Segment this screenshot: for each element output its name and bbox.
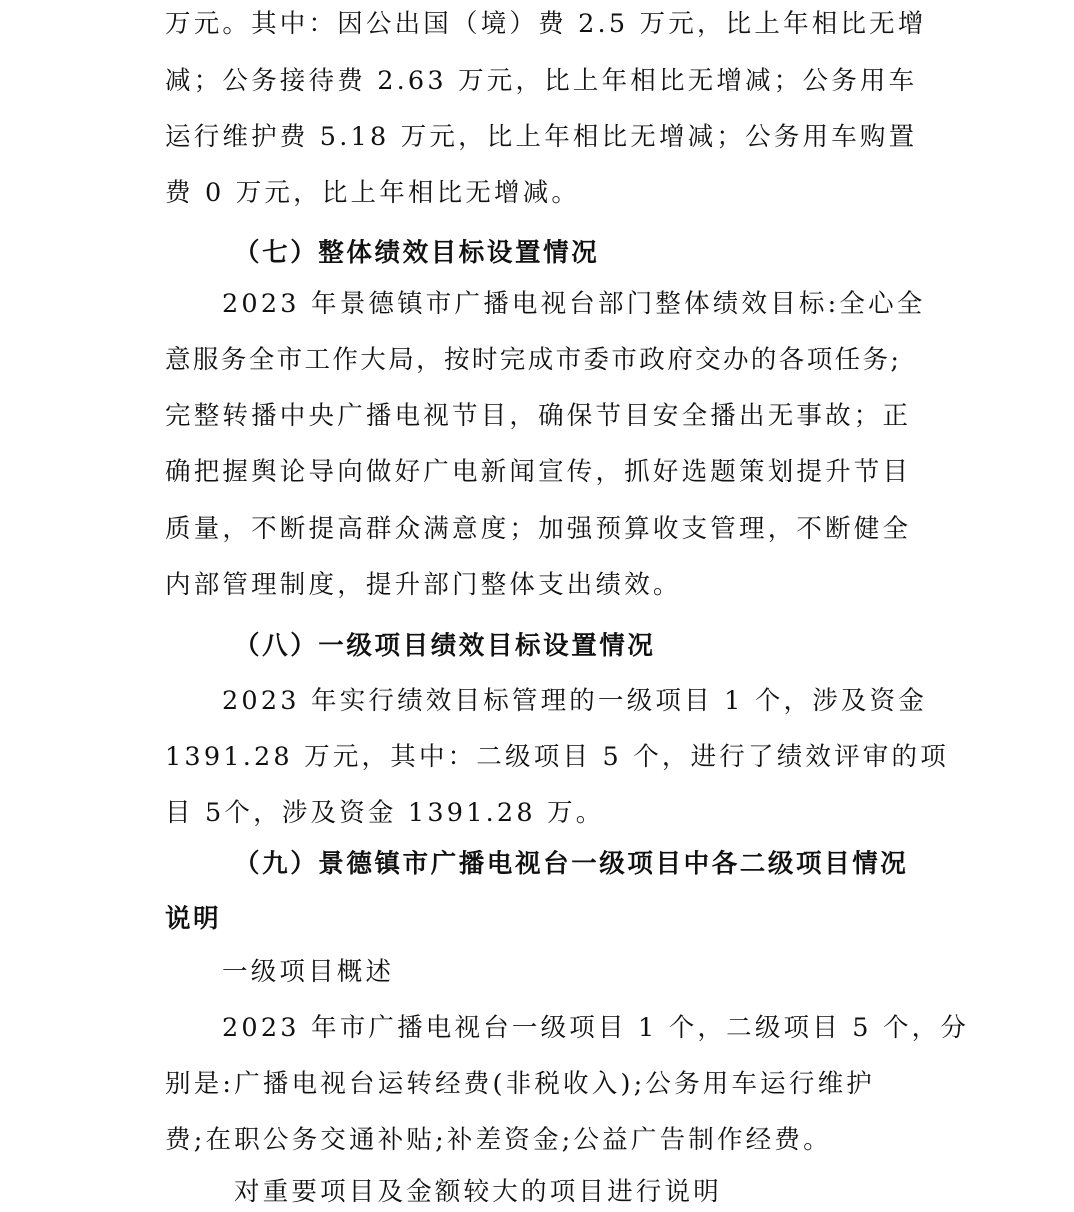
- section-heading-8: （八）一级项目绩效目标设置情况: [234, 631, 656, 661]
- body-text-line: 目 5个，涉及资金 1391.28 万。: [165, 798, 605, 828]
- subheading-text: 一级项目概述: [222, 957, 395, 987]
- body-text-line: 1391.28 万元，其中：二级项目 5 个，进行了绩效评审的项: [165, 742, 949, 772]
- body-text-line: 内部管理制度，提升部门整体支出绩效。: [165, 570, 682, 600]
- body-text-line: 确把握舆论导向做好广电新闻宣传，抓好选题策划提升节目: [165, 457, 912, 487]
- body-text-line: 2023 年市广播电视台一级项目 1 个，二级项目 5 个，分: [222, 1013, 970, 1043]
- body-text-line: 运行维护费 5.18 万元，比上年相比无增减；公务用车购置: [165, 122, 918, 152]
- body-text-line: 2023 年景德镇市广播电视台部门整体绩效目标:全心全: [222, 289, 926, 319]
- section-heading-9: （九）景德镇市广播电视台一级项目中各二级项目情况: [234, 849, 909, 879]
- body-text-line: 费;在职公务交通补贴;补差资金;公益广告制作经费。: [165, 1125, 832, 1155]
- body-text-line: 别是:广播电视台运转经费(非税收入);公务用车运行维护: [165, 1069, 875, 1099]
- body-text-line: 质量，不断提高群众满意度；加强预算收支管理，不断健全: [165, 514, 912, 544]
- body-text-line: 万元。其中：因公出国（境）费 2.5 万元，比上年相比无增: [165, 9, 927, 39]
- body-text-line: 费 0 万元，比上年相比无增减。: [165, 178, 581, 208]
- body-text-line: 2023 年实行绩效目标管理的一级项目 1 个，涉及资金: [222, 686, 928, 716]
- body-text-line: 完整转播中央广播电视节目，确保节目安全播出无事故；正: [165, 401, 912, 431]
- section-heading-7: （七）整体绩效目标设置情况: [234, 238, 600, 268]
- section-heading-9-continued: 说明: [165, 904, 222, 934]
- subheading-text: 对重要项目及金额较大的项目进行说明: [234, 1177, 722, 1207]
- body-text-line: 减；公务接待费 2.63 万元，比上年相比无增减；公务用车: [165, 66, 918, 96]
- body-text-line: 意服务全市工作大局，按时完成市委市政府交办的各项任务;: [165, 345, 902, 375]
